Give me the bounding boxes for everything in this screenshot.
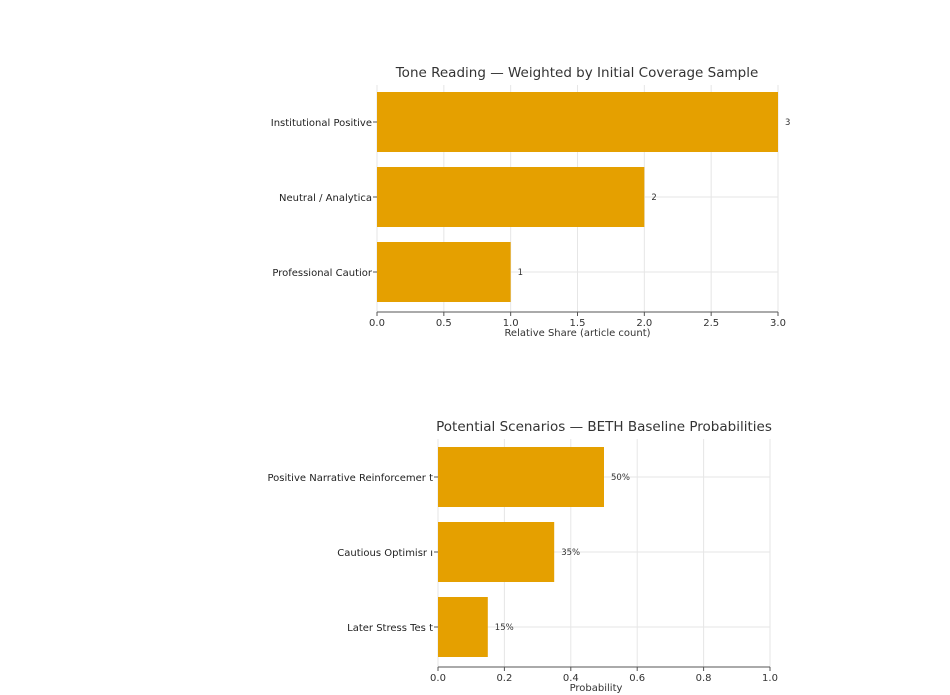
chart-1-xtick-label: 0.5	[435, 318, 452, 329]
chart-2-xtick-label: 0.2	[496, 673, 513, 684]
chart-2-category-label: Cautious Optimisr ı	[337, 548, 433, 559]
chart-1-bar	[377, 242, 511, 302]
chart-2-x-axis-label: Probability	[569, 683, 623, 694]
chart-2-xtick-label: 0.8	[695, 673, 712, 684]
chart-1-xtick-label: 2.0	[636, 318, 653, 329]
chart-1-xtick-label: 1.5	[569, 318, 586, 329]
chart-2-title: Potential Scenarios — BETH Baseline Probabilities	[436, 419, 772, 435]
chart-2-xtick-label: 0.4	[562, 673, 579, 684]
chart-2-data-label: 15%	[494, 623, 514, 633]
chart-2-data-label: 50%	[611, 473, 630, 483]
chart-2-bar	[438, 597, 488, 657]
chart-1-x-axis-label: Relative Share (article count)	[504, 328, 651, 339]
chart-2-category-label: Positive Narrative Reinforcemer t	[267, 473, 433, 484]
chart-2-bar	[438, 447, 604, 507]
chart-2-category-label: Later Stress Tes t	[347, 623, 433, 634]
chart-1-bar	[377, 92, 778, 152]
chart-1-category-label: Professional Cautior	[272, 268, 372, 279]
chart-1-category-label: Neutral / Analytica	[279, 193, 372, 204]
chart-2-xtick-label: 0.0	[430, 673, 446, 684]
chart-1-category-label: Institutional Positive	[270, 118, 372, 129]
chart-1-data-label: 2	[651, 193, 657, 203]
chart-1-xtick-label: 2.5	[703, 318, 720, 329]
chart-2-bar	[438, 522, 554, 582]
chart-1-xtick-label: 1.0	[502, 318, 519, 329]
chart-1-xtick-label: 3.0	[770, 318, 786, 329]
chart-2-data-label: 35%	[561, 548, 581, 558]
chart-2-xtick-label: 0.6	[629, 673, 646, 684]
chart-2-xtick-label: 1.0	[762, 673, 778, 684]
chart-1-xtick-label: 0.0	[369, 318, 385, 329]
chart-1-bar	[377, 167, 644, 227]
chart-1-data-label: 1	[517, 268, 524, 278]
chart-1-title: Tone Reading — Weighted by Initial Coverage Sample	[395, 65, 759, 81]
chart-1-data-label: 3	[785, 118, 791, 128]
